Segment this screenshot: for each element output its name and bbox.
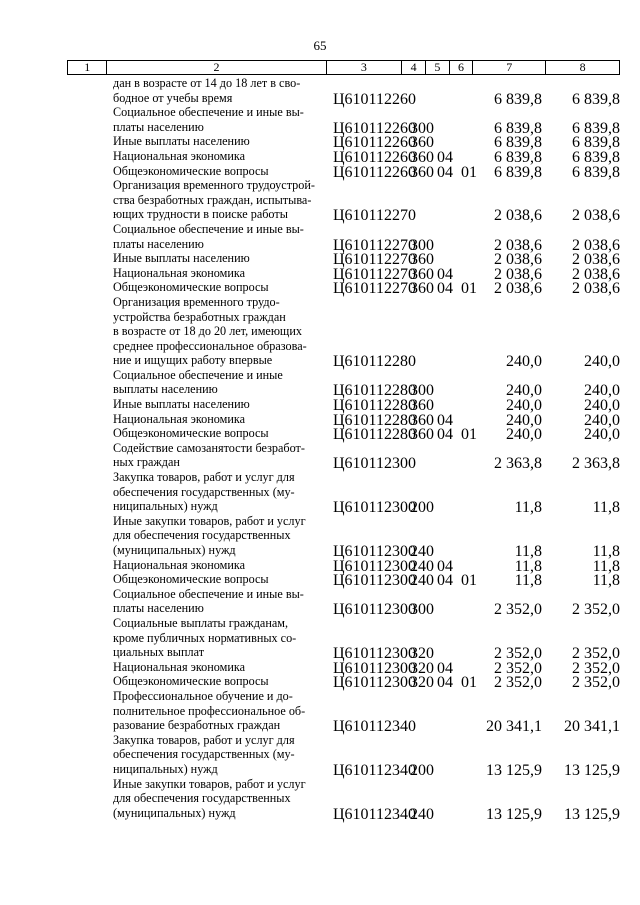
budget-table-body: [0, 76, 640, 823]
cell-c7: 2 038,6: [494, 236, 542, 254]
row-description-line: ниципальных) нужд: [113, 761, 218, 776]
cell-c4: 300: [410, 119, 434, 137]
row-description-line: Общеэкономические вопросы: [113, 426, 269, 441]
cell-c8: 6 839,8: [572, 119, 620, 137]
row-description-line: полнительное профессиональное об-: [113, 703, 306, 718]
cell-c3: Ц610112340: [333, 761, 416, 779]
row-description-line: Закупка товаров, работ и услуг для: [113, 470, 295, 485]
cell-c8: 2 038,6: [572, 251, 620, 269]
cell-c7: 6 839,8: [494, 119, 542, 137]
cell-c7: 240,0: [506, 382, 542, 400]
table-row: [0, 178, 640, 225]
table-row: [0, 294, 640, 371]
cell-c8: 2 038,6: [572, 236, 620, 254]
column-header-7: 7: [473, 61, 546, 75]
cell-c8: 240,0: [584, 411, 620, 429]
cell-c3: Ц610112300: [333, 557, 416, 575]
cell-c5: 04: [437, 265, 453, 283]
cell-c4: 360: [410, 265, 434, 283]
cell-c3: Ц610112300: [333, 455, 416, 473]
row-description-line: Общеэкономические вопросы: [113, 674, 269, 689]
cell-c5: 04: [437, 674, 453, 692]
row-description-line: Профессиональное обучение и до-: [113, 688, 293, 703]
cell-c7: 2 352,0: [494, 659, 542, 677]
column-header-2: 2: [107, 61, 326, 75]
cell-c4: 200: [410, 761, 434, 779]
cell-c5: 04: [437, 426, 453, 444]
cell-c8: 11,8: [592, 543, 620, 560]
cell-c7: 13 125,9: [486, 805, 542, 823]
table-row: [0, 397, 640, 415]
cell-c4: 320: [410, 659, 434, 677]
row-description-line: Иные выплаты населению: [113, 134, 250, 149]
cell-c7: 240,0: [506, 411, 542, 429]
row-description-line: Иные выплаты населению: [113, 397, 250, 412]
table-row: [0, 688, 640, 736]
cell-c8: 11,8: [592, 572, 620, 590]
cell-c3: Ц610112260: [333, 148, 416, 166]
cell-c7: 240,0: [506, 353, 542, 371]
cell-c7: 2 038,6: [494, 207, 542, 225]
cell-c5: 04: [437, 557, 453, 575]
row-description-line: в возрасте от 18 до 20 лет, имеющих: [113, 324, 302, 339]
cell-c3: Ц610112300: [333, 543, 416, 560]
cell-c4: 240: [410, 572, 434, 590]
cell-c8: 13 125,9: [564, 761, 620, 779]
cell-c7: 240,0: [506, 397, 542, 415]
row-description-line: устройства безработных граждан: [113, 309, 286, 324]
cell-c8: 20 341,1: [564, 718, 620, 736]
cell-c3: Ц610112270: [333, 251, 416, 269]
row-description-line: Социальное обеспечение и иные вы-: [113, 586, 304, 601]
cell-c8: 240,0: [584, 382, 620, 400]
row-description-line: кроме публичных нормативных со-: [113, 630, 297, 645]
column-header-5: 5: [425, 61, 449, 75]
row-description-line: циальных выплат: [113, 645, 205, 660]
table-row: [0, 221, 640, 254]
cell-c8: 6 839,8: [572, 163, 620, 181]
row-description-line: Национальная экономика: [113, 659, 246, 674]
cell-c4: 360: [410, 280, 434, 298]
table-row: [0, 777, 640, 821]
cell-c4: 360: [410, 134, 434, 152]
cell-c5: 04: [437, 659, 453, 677]
cell-c3: Ц610112300: [333, 659, 416, 677]
cell-c4: 360: [410, 163, 434, 181]
cell-c7: 6 839,8: [494, 163, 542, 181]
cell-c6: 01: [461, 674, 477, 692]
cell-c7: 6 839,8: [494, 134, 542, 152]
row-description-line: Национальная экономика: [113, 557, 246, 572]
cell-c4: 300: [410, 236, 434, 254]
cell-c7: 11,8: [514, 543, 542, 560]
row-description-line: Организация временного трудо-: [113, 294, 280, 309]
table-row: [0, 426, 640, 444]
row-description-line: (муниципальных) нужд: [113, 805, 236, 820]
cell-c5: 04: [437, 280, 453, 298]
cell-c4: 320: [410, 674, 434, 692]
cell-c8: 13 125,9: [564, 805, 620, 823]
table-row: [0, 105, 640, 137]
cell-c6: 01: [461, 572, 477, 590]
row-description-line: ющих трудности в поиске работы: [113, 207, 288, 222]
row-description-line: для обеспечения государственных: [113, 791, 291, 806]
cell-c7: 2 038,6: [494, 265, 542, 283]
cell-c7: 2 352,0: [494, 674, 542, 692]
table-row: [0, 586, 640, 619]
row-description-line: платы населению: [113, 601, 204, 616]
cell-c8: 2 352,0: [572, 645, 620, 663]
cell-c4: 360: [410, 251, 434, 269]
cell-c4: 240: [410, 543, 434, 560]
row-description-line: Иные закупки товаров, работ и услуг: [113, 513, 306, 528]
cell-c3: Ц610112280: [333, 397, 416, 415]
table-row: [0, 440, 640, 473]
cell-c8: 2 363,8: [572, 455, 620, 473]
cell-c8: 240,0: [584, 426, 620, 444]
table-row: [0, 514, 640, 558]
column-header-row: [67, 60, 620, 75]
row-description-line: дан в возрасте от 14 до 18 лет в сво-: [113, 76, 301, 90]
cell-c3: Ц610112260: [333, 90, 416, 108]
table-row: [0, 280, 640, 298]
cell-c3: Ц610112280: [333, 411, 416, 429]
row-description-line: Закупка товаров, работ и услуг для: [113, 732, 295, 747]
table-row: [0, 134, 640, 152]
column-header-1: 1: [68, 61, 107, 75]
cell-c5: 04: [437, 148, 453, 166]
cell-c4: 200: [410, 499, 434, 517]
cell-c3: Ц610112340: [333, 718, 416, 736]
table-row: [0, 470, 640, 517]
cell-c7: 2 363,8: [494, 455, 542, 473]
row-description-line: бодное от учебы время: [113, 90, 233, 105]
cell-c8: 6 839,8: [572, 148, 620, 166]
cell-c3: Ц610112260: [333, 119, 416, 137]
cell-c3: Ц610112270: [333, 280, 416, 298]
cell-c5: 04: [437, 572, 453, 590]
row-description-line: Национальная экономика: [113, 148, 246, 163]
cell-c8: 2 038,6: [572, 265, 620, 283]
cell-c3: Ц610112340: [333, 805, 416, 823]
cell-c3: Ц610112300: [333, 499, 416, 517]
cell-c5: 04: [437, 163, 453, 181]
cell-c3: Ц610112270: [333, 265, 416, 283]
row-description-line: Общеэкономические вопросы: [113, 163, 269, 178]
cell-c4: 300: [410, 601, 434, 619]
cell-c6: 01: [461, 163, 477, 181]
cell-c7: 2 352,0: [494, 645, 542, 663]
cell-c7: 2 038,6: [494, 251, 542, 269]
table-row: [0, 572, 640, 590]
row-description-line: платы населению: [113, 236, 204, 251]
row-description-line: Иные закупки товаров, работ и услуг: [113, 776, 306, 791]
cell-c7: 11,8: [514, 557, 542, 575]
table-row: [0, 164, 640, 179]
row-description-line: ние и ищущих работу впервые: [113, 353, 273, 368]
row-description-line: Социальные выплаты гражданам,: [113, 615, 289, 630]
cell-c6: 01: [461, 280, 477, 298]
row-description-line: платы населению: [113, 119, 204, 134]
row-description-line: разование безработных граждан: [113, 718, 281, 733]
cell-c7: 13 125,9: [486, 761, 542, 779]
cell-c8: 6 839,8: [572, 134, 620, 152]
cell-c3: Ц610112300: [333, 601, 416, 619]
cell-c6: 01: [461, 426, 477, 444]
row-description-line: Иные выплаты населению: [113, 251, 250, 266]
cell-c7: 11,8: [514, 572, 542, 590]
row-description-line: (муниципальных) нужд: [113, 543, 236, 557]
cell-c3: Ц610112260: [333, 163, 416, 181]
row-description-line: Организация временного трудоустрой-: [113, 178, 315, 193]
cell-c5: 04: [437, 411, 453, 429]
cell-c4: 360: [410, 426, 434, 444]
cell-c7: 20 341,1: [486, 718, 542, 736]
cell-c7: 6 839,8: [494, 90, 542, 108]
row-description-line: среднее профессиональное образова-: [113, 338, 307, 353]
cell-c4: 360: [410, 397, 434, 415]
row-description-line: Общеэкономические вопросы: [113, 280, 269, 295]
cell-c8: 2 038,6: [572, 280, 620, 298]
table-row: [0, 558, 640, 573]
cell-c8: 6 839,8: [572, 90, 620, 108]
cell-c3: Ц610112280: [333, 353, 416, 371]
cell-c8: 240,0: [584, 397, 620, 415]
table-row: [0, 733, 640, 777]
cell-c3: Ц610112270: [333, 207, 416, 225]
cell-c7: 6 839,8: [494, 148, 542, 166]
cell-c7: 11,8: [514, 499, 542, 517]
cell-c3: Ц610112300: [333, 572, 416, 590]
row-description-line: Содействие самозанятости безработ-: [113, 440, 305, 455]
cell-c4: 300: [410, 382, 434, 400]
cell-c8: 2 352,0: [572, 659, 620, 677]
cell-c7: 2 038,6: [494, 280, 542, 298]
column-header-3: 3: [326, 61, 402, 75]
table-row: [0, 76, 640, 108]
cell-c8: 2 352,0: [572, 601, 620, 619]
row-description-line: выплаты населению: [113, 382, 218, 397]
cell-c4: 240: [410, 805, 434, 823]
table-row: [0, 251, 640, 269]
cell-c3: Ц610112300: [333, 645, 416, 663]
row-description-line: обеспечения государственных (му-: [113, 747, 295, 762]
row-description-line: Социальное обеспечение и иные вы-: [113, 221, 304, 236]
cell-c3: Ц610112280: [333, 382, 416, 400]
table-row: [0, 660, 640, 675]
row-description-line: обеспечения государственных (му-: [113, 484, 295, 499]
column-header-6: 6: [449, 61, 473, 75]
cell-c3: Ц610112280: [333, 426, 416, 444]
row-description-line: Общеэкономические вопросы: [113, 572, 269, 587]
row-description-line: ных граждан: [113, 455, 180, 470]
row-description-line: для обеспечения государственных: [113, 528, 291, 543]
cell-c8: 11,8: [592, 557, 620, 575]
table-row: [0, 615, 640, 663]
cell-c8: 11,8: [592, 499, 620, 517]
column-header-8: 8: [546, 61, 620, 75]
row-description-line: ниципальных) нужд: [113, 499, 218, 514]
page-number: 65: [313, 38, 327, 53]
cell-c4: 320: [410, 645, 434, 663]
row-description-line: Национальная экономика: [113, 265, 246, 280]
table-row: [0, 412, 640, 427]
cell-c7: 240,0: [506, 426, 542, 444]
cell-c8: 2 038,6: [572, 207, 620, 225]
cell-c8: 2 352,0: [572, 674, 620, 692]
row-description-line: Национальная экономика: [113, 411, 246, 426]
row-description-line: Социальное обеспечение и иные вы-: [113, 105, 304, 120]
cell-c4: 360: [410, 411, 434, 429]
row-description-line: Социальное обеспечение и иные: [113, 367, 283, 382]
cell-c3: Ц610112260: [333, 134, 416, 152]
table-row: [0, 674, 640, 692]
table-row: [0, 367, 640, 400]
cell-c3: Ц610112270: [333, 236, 416, 254]
cell-c4: 240: [410, 557, 434, 575]
cell-c8: 240,0: [584, 353, 620, 371]
table-row: [0, 266, 640, 281]
table-row: [0, 149, 640, 164]
cell-c7: 2 352,0: [494, 601, 542, 619]
column-header-4: 4: [402, 61, 426, 75]
cell-c4: 360: [410, 148, 434, 166]
row-description-line: ства безработных граждан, испытыва-: [113, 192, 312, 207]
cell-c3: Ц610112300: [333, 674, 416, 692]
